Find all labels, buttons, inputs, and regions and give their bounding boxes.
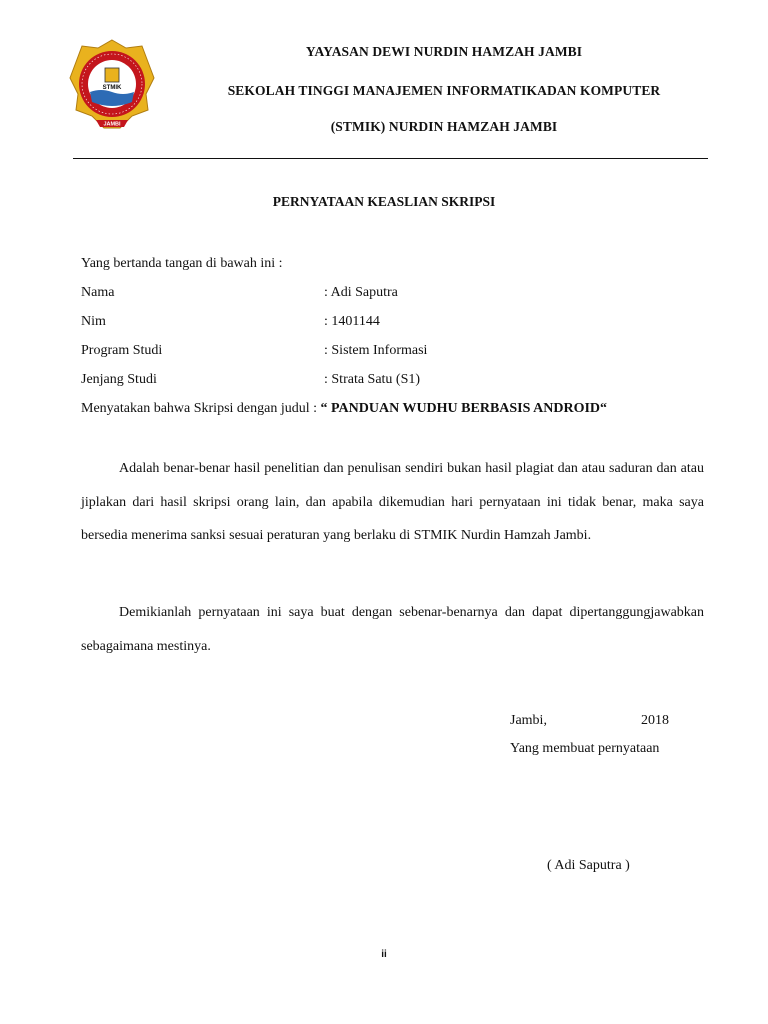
- signature-year: 2018: [641, 713, 669, 728]
- header-divider: [73, 158, 708, 159]
- header-school-short: (STMIK) NURDIN HAMZAH JAMBI: [330, 119, 558, 134]
- field-value-jenjang-studi: : Strata Satu (S1): [324, 372, 421, 387]
- field-value-nim: : 1401144: [324, 314, 380, 329]
- logo-stmik-label: STMIK: [102, 85, 122, 91]
- field-label-jenjang-studi: Jenjang Studi: [81, 372, 157, 387]
- signature-maker-label: Yang membuat pernyataan: [510, 741, 660, 756]
- field-label-nama: Nama: [81, 285, 115, 300]
- logo-book: [105, 68, 119, 82]
- header-school-name: SEKOLAH TINGGI MANAJEMEN INFORMATIKADAN KOMPUTER: [227, 83, 661, 98]
- stmik-logo-emblem: [68, 38, 156, 130]
- statement-paragraph: [81, 452, 704, 553]
- intro-line: Yang bertanda tangan di bawah ini :: [81, 256, 283, 271]
- signature-city: Jambi,: [510, 713, 547, 728]
- field-value-program-studi: : Sistem Informasi: [324, 343, 428, 358]
- field-label-program-studi: Program Studi: [81, 343, 163, 358]
- declaration-line: [81, 401, 607, 417]
- header-foundation-name: YAYASAN DEWI NURDIN HAMZAH JAMBI: [305, 44, 583, 59]
- thesis-title: “ PANDUAN WUDHU BERBASIS ANDROID“: [320, 401, 608, 416]
- field-value-nama: : Adi Saputra: [324, 285, 398, 300]
- closing-paragraph: [81, 596, 704, 663]
- statement-paragraph-text: Adalah benar-benar hasil penelitian dan penulisan sendiri bukan hasil plagiat dan atau saduran dan atau jiplakan dari hasil skripsi orang lain, dan apabila dikemudian hari pernyataan ini tidak benar, maka saya bersedia menerima sanksi sesuai peraturan yang berlaku di STMIK Nurdin Hamzah Jambi.: [81, 461, 704, 543]
- declaration-prefix: Menyatakan bahwa Skripsi dengan judul :: [81, 401, 321, 416]
- page-number: ii: [381, 949, 387, 960]
- logo-city-label: JAMBI: [103, 121, 121, 128]
- document-title: PERNYATAAN KEASLIAN SKRIPSI: [272, 194, 496, 209]
- field-label-nim: Nim: [81, 314, 106, 329]
- closing-paragraph-text: Demikianlah pernyataan ini saya buat dengan sebenar-benarnya dan dapat dipertanggungjawabkan sebagaimana mestinya.: [81, 605, 704, 654]
- signature-name: ( Adi Saputra ): [547, 858, 630, 873]
